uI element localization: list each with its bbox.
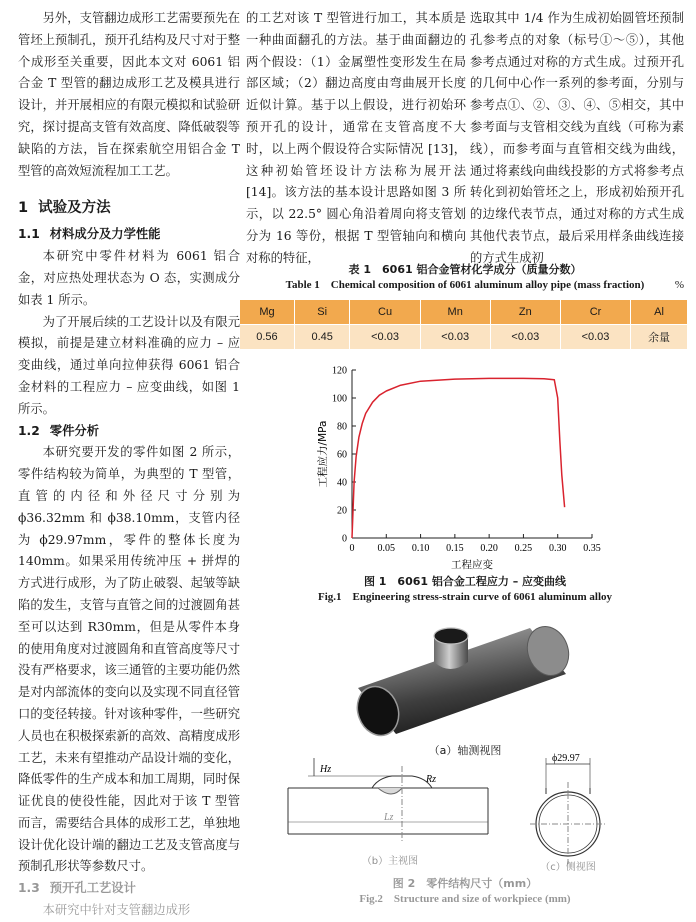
subsection-1-3-number: 1.3 <box>18 881 40 896</box>
table-cell: 0.56 <box>240 325 294 350</box>
y-tick-label: 40 <box>337 477 347 489</box>
figure-1-caption-en: Fig.1 Engineering stress-strain curve of 6061 aluminum alloy <box>317 591 613 603</box>
table-header-row <box>240 300 688 325</box>
x-tick-label: 0.05 <box>377 543 396 554</box>
table-header-cell: Cu <box>350 300 420 325</box>
lz-label: Lz <box>384 812 394 823</box>
table-1-unit: % <box>674 279 684 291</box>
table-cell: <0.03 <box>420 325 490 350</box>
y-tick-label: 120 <box>332 365 347 377</box>
middle-column-paragraph: 的工艺对该 T 型管进行加工，其本质是一种曲面翻孔的方法。基于曲面翻边的两个假设：（1）金属塑性变形发生在局部区域；（2）翻边高度由弯曲展开长度近似计算。基于以上假设，进行初始环预开孔的设计，通常在支管高度不大时，以上两个假设符合实际情况 [13]，这种初始管坯设计方法称为展开法 [14]。该方法的基本设计思路如图 3 所示，以 22.5° 圆心角沿着周向将支管划分为 16 等份，根据 T 型管轴向和横向对称的特征， <box>246 11 466 265</box>
rz-label: Rz <box>426 774 436 785</box>
table-cell: 余量 <box>631 325 688 350</box>
table-header-cell: Mg <box>240 300 294 325</box>
subsection-1-1-paragraph-1: 本研究中零件材料为 6061 铝合金，对应热处理状态为 O 态，实测成分如表 1 所示。 <box>18 249 240 307</box>
table-header-cell: Zn <box>490 300 560 325</box>
subsection-1-2-number: 1.2 <box>18 423 40 438</box>
section-1-title: 试验及方法 <box>38 200 111 217</box>
figure-1-caption-cn: 图 1 6061 铝合金工程应力 – 应变曲线 <box>363 575 567 588</box>
figure-2-caption-cn: 图 2 零件结构尺寸（mm） <box>392 877 538 890</box>
table-header-cell: Al <box>631 300 688 325</box>
x-tick-label: 0.25 <box>514 543 533 554</box>
table-header-cell: Si <box>294 300 350 325</box>
stress-strain-chart <box>300 360 630 570</box>
figure-2c-label: （c）侧视图 <box>540 862 596 873</box>
table-header-cell: Cr <box>560 300 630 325</box>
subsection-1-1-number: 1.1 <box>18 227 40 242</box>
section-1-heading <box>18 196 240 220</box>
left-column <box>18 8 240 922</box>
front-view-drawing <box>288 758 488 842</box>
hz-label: Hz <box>320 764 332 775</box>
branch-pipe-opening <box>434 628 468 644</box>
stress-strain-series-line <box>352 378 565 538</box>
figure-2b-label: （b）主视图 <box>361 856 419 867</box>
x-axis-title: 工程应变 <box>451 559 493 570</box>
diameter-label: ϕ29.97 <box>552 753 580 764</box>
figure-2-caption-en: Fig.2 Structure and size of workpiece (mm) <box>359 893 571 905</box>
figure-2a-label: （a）轴测视图 <box>428 744 502 757</box>
table-cell: <0.03 <box>490 325 560 350</box>
table-1-title-cn: 表 1 6061 铝合金管材化学成分（质量分数） <box>348 263 582 276</box>
side-view-drawing <box>530 753 606 864</box>
x-tick-label: 0.20 <box>480 543 498 554</box>
right-column <box>470 8 684 270</box>
y-axis-title: 工程应力/MPa <box>317 420 329 488</box>
y-tick-label: 60 <box>337 449 347 461</box>
x-tick-label: 0.30 <box>548 543 567 554</box>
table-cell: <0.03 <box>560 325 630 350</box>
t-pipe-drawings <box>280 752 640 876</box>
composition-table <box>240 300 688 349</box>
x-tick-label: 0.35 <box>583 543 601 554</box>
subsection-1-1-heading <box>18 224 240 246</box>
subsection-1-1-paragraph-2: 为了开展后续的工艺设计以及有限元模拟，前提是建立材料准确的应力 – 应变曲线，通过单向拉伸获得 6061 铝合金材料的工程应力 – 应变曲线，如图 1 所示。 <box>18 314 240 416</box>
subsection-1-3-heading <box>18 878 240 900</box>
x-tick-label: 0.15 <box>446 543 464 554</box>
x-tick-label: 0 <box>349 543 355 554</box>
table-row <box>240 325 688 350</box>
section-1-number: 1 <box>18 200 29 217</box>
table-header-cell: Mn <box>420 300 490 325</box>
y-tick-label: 80 <box>337 421 347 433</box>
subsection-1-2-title: 零件分析 <box>49 423 99 438</box>
y-tick-label: 0 <box>342 533 347 545</box>
table-cell: 0.45 <box>294 325 350 350</box>
y-tick-label: 100 <box>332 393 347 405</box>
x-tick-label: 0.10 <box>411 543 430 554</box>
subsection-1-2-paragraph: 本研究要开发的零件如图 2 所示，零件结构较为简单，为典型的 T 型管，直管的内径和外径尺寸分别为 ϕ36.32mm 和 ϕ38.10mm，支管内径为 ϕ29.97mm，零件的整体长度为 140mm。如果采用传统冲压 + 拼焊的方式进行成形，为了防止破裂、起皱等缺陷的发生，支管与直管之间的过渡圆角甚至可以达到 R30mm，但是从零件本身的使用角度对过渡圆角和直管高度等尺寸没有严格要求，该三通管的主要功能仍然是对内部流体的变向以及实现不同直径管口的变径转接。针对该种零件，一些研究人员也在积极探索新的高效、高精度成形工艺，未来有望推动产品设计端的变化，降低零件的生产成本和加工周期，同时保证优良的使役性能，因此对于该 T 型管而言，需要结合具体的成形工艺，单独地设计优化设计端的翻边工艺及支管高度与预制孔形状等参数尺寸。 <box>18 445 240 874</box>
intro-paragraph: 另外，支管翻边成形工艺需要预先在管坯上预制孔，预开孔结构及尺寸对于整个成形至关重要，因此本文对 6061 铝合金 T 型管的翻边成形工艺及模具进行设计，并开展相应的有限元模拟和试验研究，探讨提高支管有效高度、降低破裂等缺陷的方法，旨在探索航空用铝合金 T 型管的高效短流程加工工艺。 <box>18 11 240 178</box>
table-1-title-en-text: Table 1 Chemical composition of 6061 aluminum alloy pipe (mass fraction) <box>285 279 645 291</box>
subsection-1-3-title: 预开孔工艺设计 <box>49 881 136 896</box>
t-pipe-isometric-view <box>340 618 580 742</box>
right-column-paragraph: 选取其中 1/4 作为生成初始圆管坯预制孔参考点的对象（标号①～⑤），其他参考点通过对称的方式生成。过预开孔的几何中心作一系列的参考面，分别与参考点①、②、③、④、⑤相交，其中参考面与支管相交线为直线（可称为素线），而参考面与直管相交线为曲线，通过将素线向曲线投影的方式将参考点转化到初始管坯之上，形成初始预开孔的边缘代表节点，通过对称的方式生成其他代表节点，最后采用样条曲线连接的方式生成初 <box>470 11 684 265</box>
table-cell: <0.03 <box>350 325 420 350</box>
subsection-1-2-heading <box>18 421 240 443</box>
middle-column <box>246 8 466 270</box>
subsection-1-3-paragraph: 本研究中针对支管翻边成形 <box>42 903 191 918</box>
y-tick-label: 20 <box>337 505 347 517</box>
subsection-1-1-title: 材料成分及力学性能 <box>49 227 161 242</box>
table-1-title-en <box>246 278 684 293</box>
